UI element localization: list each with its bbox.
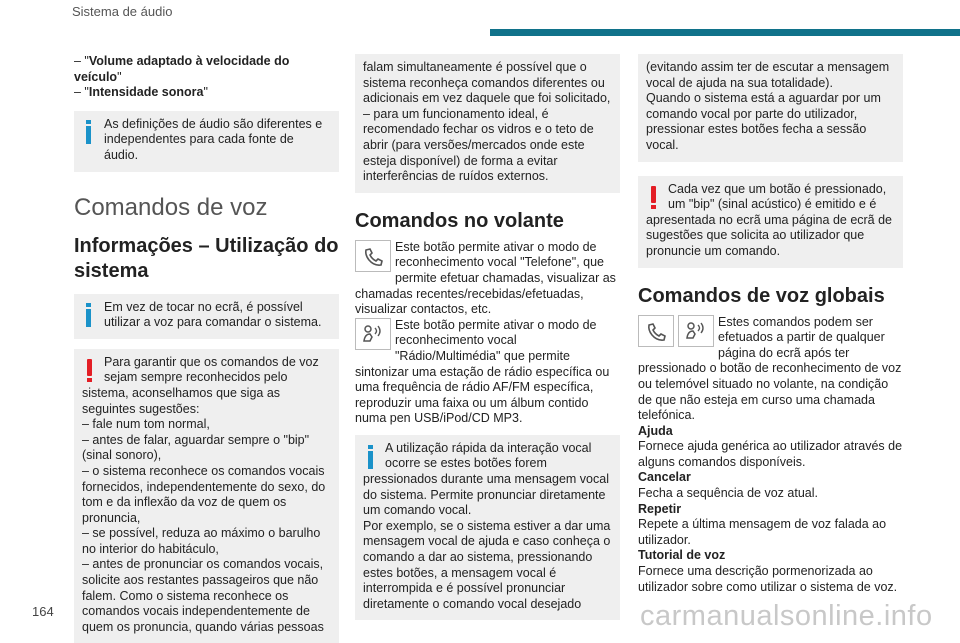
command-description: Repete a última mensagem de voz falada ao utilizador. — [638, 517, 887, 547]
column-2 — [355, 54, 620, 620]
command-name: Repetir — [638, 501, 682, 516]
phone-icon — [638, 315, 674, 347]
subsection-heading: Comandos de voz globais — [638, 284, 885, 307]
page-number: 164 — [32, 604, 54, 619]
voice-command-icon — [678, 315, 714, 347]
info-note-text: Quando o sistema está a aguardar por um comando vocal por parte do utilizador, pressionar estes botões fecha a sessão vocal. — [646, 91, 881, 152]
warning-text: Para garantir que os comandos de voz sejam sempre reconhecidos pelo — [104, 354, 319, 385]
subsection-heading: Comandos no volante — [355, 209, 564, 232]
list-item: – antes de pronunciar os comandos vocais, solicite aos restantes passageiros que não falem. Como o sistema reconhece os comandos vocais independentemente de quem os pronuncia, quando várias pessoas — [82, 557, 324, 634]
info-icon — [86, 303, 92, 327]
info-note-continued — [638, 54, 903, 162]
column-1 — [74, 54, 339, 643]
column-3 — [638, 54, 903, 595]
list-item: – antes de falar, aguardar sempre o "bip" (sinal sonoro), — [82, 432, 310, 463]
info-icon — [368, 445, 374, 469]
command-description: Fornece uma descrição pormenorizada ao utilizador sobre como utilizar o sistema de voz. — [638, 564, 898, 594]
command-name: Cancelar — [638, 470, 691, 485]
watermark: carmanualsonline.info — [640, 600, 933, 632]
voice-command-icon — [355, 318, 391, 350]
info-icon — [86, 120, 92, 144]
info-note-text: Em vez de tocar no ecrã, é possível utilizar a voz para comandar o sistema. — [104, 299, 322, 330]
warning-text: Cada vez que um botão é pressionado, um "bip" (sinal acústico) é emitido e é — [668, 181, 887, 212]
list-item: – "Volume adaptado à velocidade do veículo" — [74, 54, 290, 84]
warning-icon — [87, 359, 92, 382]
info-note-text: A utilização rápida da interação vocal ocorre se estes botões forem — [385, 440, 592, 471]
warning-text: apresentada no ecrã uma página de ecrã de sugestões que solicita ao utilizador que pronuncie um comando. — [646, 212, 893, 258]
info-note-text: Por exemplo, se o sistema estiver a dar uma mensagem vocal de ajuda e caso conheça o comando a dar ao sistema, pressionando estes botões, a mensagem vocal é interrompida e é possível pronunciar diretamente o comando vocal desejado — [363, 518, 611, 611]
warning-text: falam simultaneamente é possível que o sistema reconheça comandos diferentes ou adicionais em vez daquele que foi solicitado, — [363, 60, 611, 106]
command-list — [638, 424, 903, 596]
warning-text: sistema, aconselhamos que siga as seguintes sugestões: — [82, 385, 281, 416]
phone-icon — [355, 240, 391, 272]
warning-icon — [651, 186, 656, 209]
info-note — [74, 111, 339, 172]
command-description: Fecha a sequência de voz atual. — [638, 486, 818, 501]
header-section-title: Sistema de áudio — [72, 4, 173, 19]
list-item: – para um funcionamento ideal, é recomendado fechar os vidros e o teto de abrir (para versões/mercados onde este esteja disponível) de forma a evitar interferências de ruídos externos. — [363, 106, 594, 184]
header-accent-bar — [490, 29, 960, 36]
command-name: Ajuda — [638, 423, 673, 438]
subsection-heading: Informações – Utilização do sistema — [74, 234, 339, 282]
info-note — [74, 294, 339, 339]
command-description: Fornece ajuda genérica ao utilizador através de alguns comandos disponíveis. — [638, 439, 903, 469]
voice-button-description: Este botão permite ativar o modo de reconhecimento vocal "Rádio/Multimédia" que permite sintonizar uma estação de rádio específica ou uma frequência de rádio AF/FM específica, reproduzir uma faixa ou um álbum contido numa pen USB/iPod/CD MP3. — [355, 317, 610, 426]
warning-note-continued — [355, 54, 620, 193]
warning-note — [638, 176, 903, 268]
global-commands-description: Estes comandos podem ser efetuados a partir de qualquer página do ecrã após ter pressionado o botão de reconhecimento de voz ou telemóvel situado no volante, na condição de que não esteja em curso uma chamada telefónica. — [638, 314, 902, 423]
list-item: – "Intensidade sonora" — [74, 85, 208, 100]
info-note-text: pressionados durante uma mensagem vocal do sistema. Permite pronunciar diretamente um comando vocal. — [363, 472, 609, 518]
info-note-text: (evitando assim ter de escutar a mensagem vocal de ajuda na sua totalidade). — [646, 60, 890, 90]
phone-button-description: Este botão permite ativar o modo de reconhecimento vocal "Telefone", que permite efetuar chamadas, visualizar as chamadas recentes/recebidas/efetuadas, visualizar contactos, etc. — [355, 239, 616, 317]
command-name: Tutorial de voz — [638, 548, 726, 563]
list-item: – fale num tom normal, — [82, 417, 210, 432]
info-note — [355, 435, 620, 621]
warning-note — [74, 349, 339, 643]
info-note-text: As definições de áudio são diferentes e independentes para cada fonte de áudio. — [104, 116, 323, 162]
section-heading: Comandos de voz — [74, 193, 268, 221]
list-item: – o sistema reconhece os comandos vocais fornecidos, independentemente do sexo, do tom e da inflexão da voz de quem os pronuncia, — [82, 463, 326, 525]
list-item: – se possível, reduza ao máximo o barulho no interior do habitáculo, — [82, 526, 321, 556]
